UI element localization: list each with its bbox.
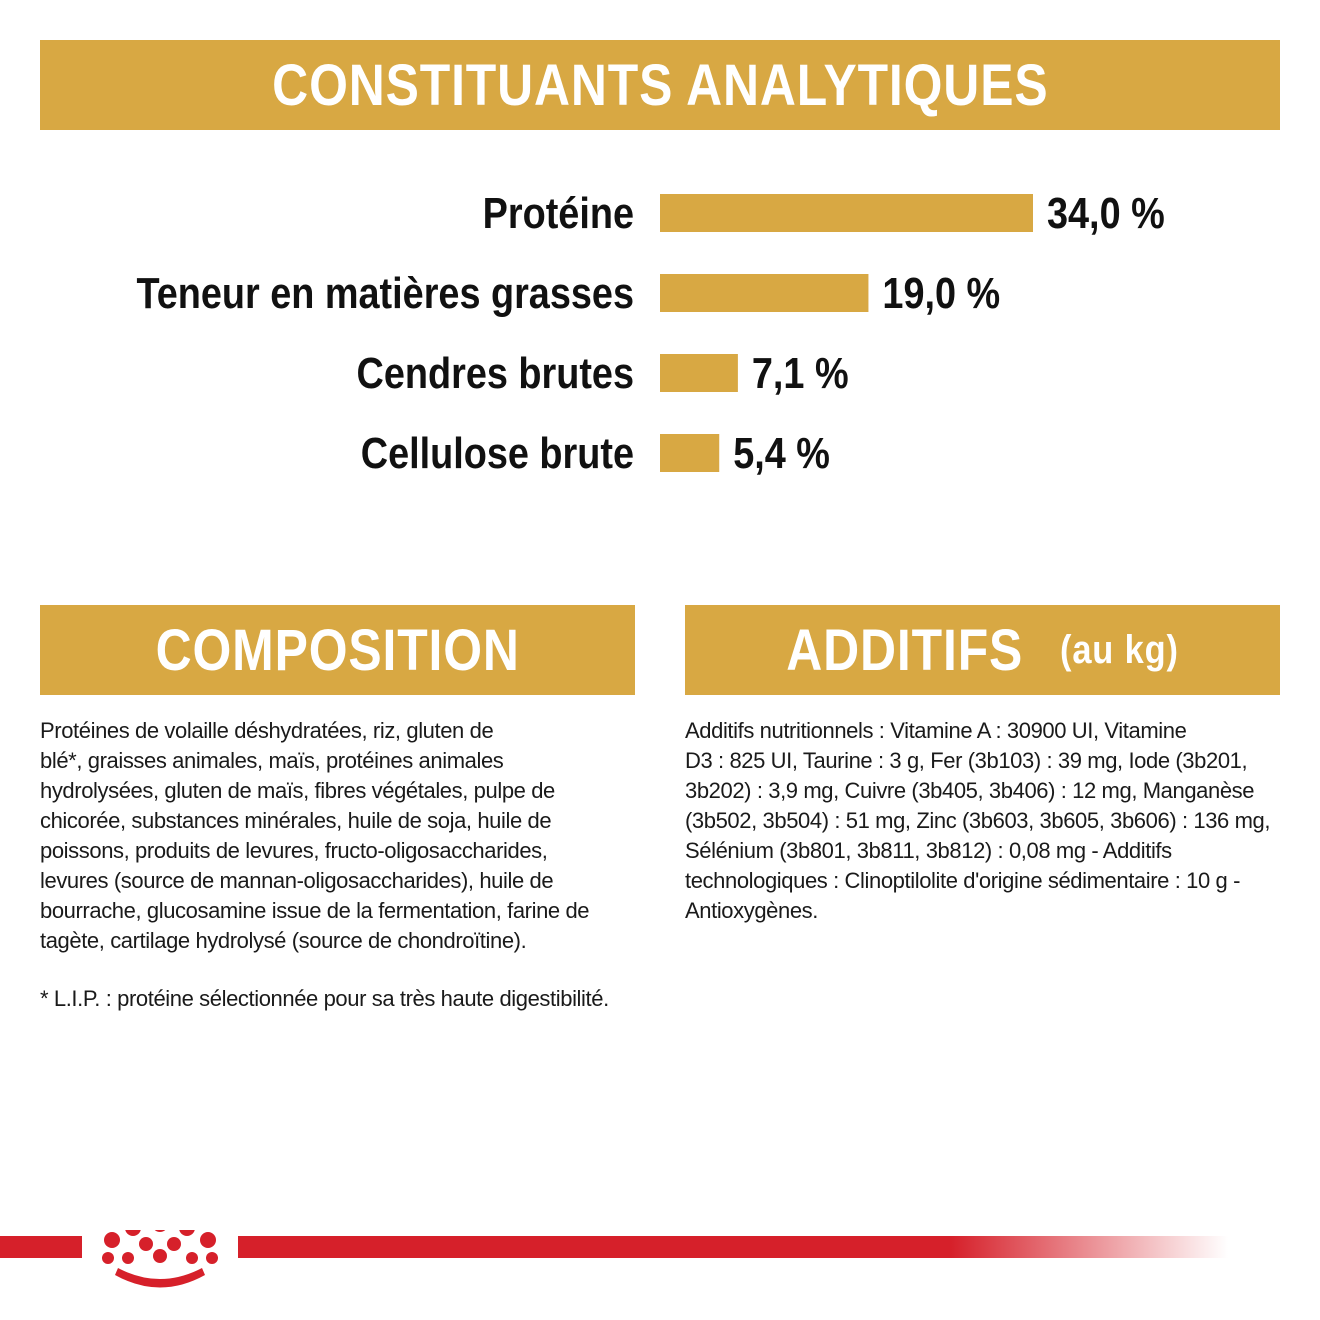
chart-bar	[660, 194, 1033, 232]
composition-line: chicorée, substances minérales, huile de soja, huile de	[40, 808, 552, 833]
composition-line: tagète, cartilage hydrolysé (source de chondroïtine).	[40, 928, 527, 953]
additifs-line: technologiques : Clinoptilolite d'origine sédimentaire : 10 g -	[685, 868, 1241, 893]
additifs-header	[685, 605, 1280, 695]
analytics-bar-chart	[0, 170, 1320, 510]
composition-text	[40, 716, 640, 956]
chart-category-label: Cellulose brute	[360, 428, 634, 478]
additifs-header-title: ADDITIFS	[786, 617, 1024, 683]
additifs-line: Sélénium (3b801, 3b811, 3b812) : 0,08 mg - Additifs	[685, 838, 1172, 863]
chart-value-label: 5,4 %	[733, 428, 830, 478]
chart-bar	[660, 274, 868, 312]
composition-line: blé*, graisses animales, maïs, protéines animales	[40, 748, 504, 773]
additifs-line: Additifs nutritionnels : Vitamine A : 30900 UI, Vitamine	[685, 718, 1187, 743]
chart-category-label: Cendres brutes	[356, 348, 634, 398]
composition-footnote: * L.I.P. : protéine sélectionnée pour sa très haute digestibilité.	[40, 986, 609, 1011]
chart-value-label: 34,0 %	[1047, 188, 1165, 238]
composition-header	[40, 605, 635, 695]
additifs-header-subtitle: (au kg)	[1059, 627, 1179, 672]
analytics-header-title: CONSTITUANTS ANALYTIQUES	[271, 52, 1049, 118]
additifs-text	[685, 716, 1285, 926]
brand-line-left	[0, 1236, 82, 1258]
chart-bar	[660, 434, 719, 472]
composition-line: Protéines de volaille déshydratées, riz, gluten de	[40, 718, 494, 743]
analytics-header	[40, 40, 1280, 130]
brand-footer	[0, 1230, 1320, 1320]
chart-category-label: Protéine	[482, 188, 634, 238]
chart-category-label: Teneur en matières grasses	[136, 268, 635, 318]
composition-line: hydrolysées, gluten de maïs, fibres végétales, pulpe de	[40, 778, 555, 803]
chart-value-label: 19,0 %	[882, 268, 1001, 318]
composition-header-title: COMPOSITION	[155, 617, 520, 683]
composition-line: poissons, produits de levures, fructo-oligosaccharides,	[40, 838, 548, 863]
composition-line: levures (source de mannan-oligosaccharides), huile de	[40, 868, 554, 893]
additifs-line: D3 : 825 UI, Taurine : 3 g, Fer (3b103) : 39 mg, Iode (3b201,	[685, 748, 1248, 773]
chart-value-label: 7,1 %	[751, 348, 849, 398]
additifs-line: 3b202) : 3,9 mg, Cuivre (3b405, 3b406) : 12 mg, Manganèse	[685, 778, 1255, 803]
additifs-line: (3b502, 3b504) : 51 mg, Zinc (3b603, 3b605, 3b606) : 136 mg,	[685, 808, 1271, 833]
brand-line-right	[238, 1236, 1228, 1258]
chart-bar	[660, 354, 738, 392]
composition-line: bourrache, glucosamine issue de la fermentation, farine de	[40, 898, 590, 923]
additifs-line: Antioxygènes.	[685, 898, 818, 923]
crown-icon	[102, 1230, 218, 1288]
